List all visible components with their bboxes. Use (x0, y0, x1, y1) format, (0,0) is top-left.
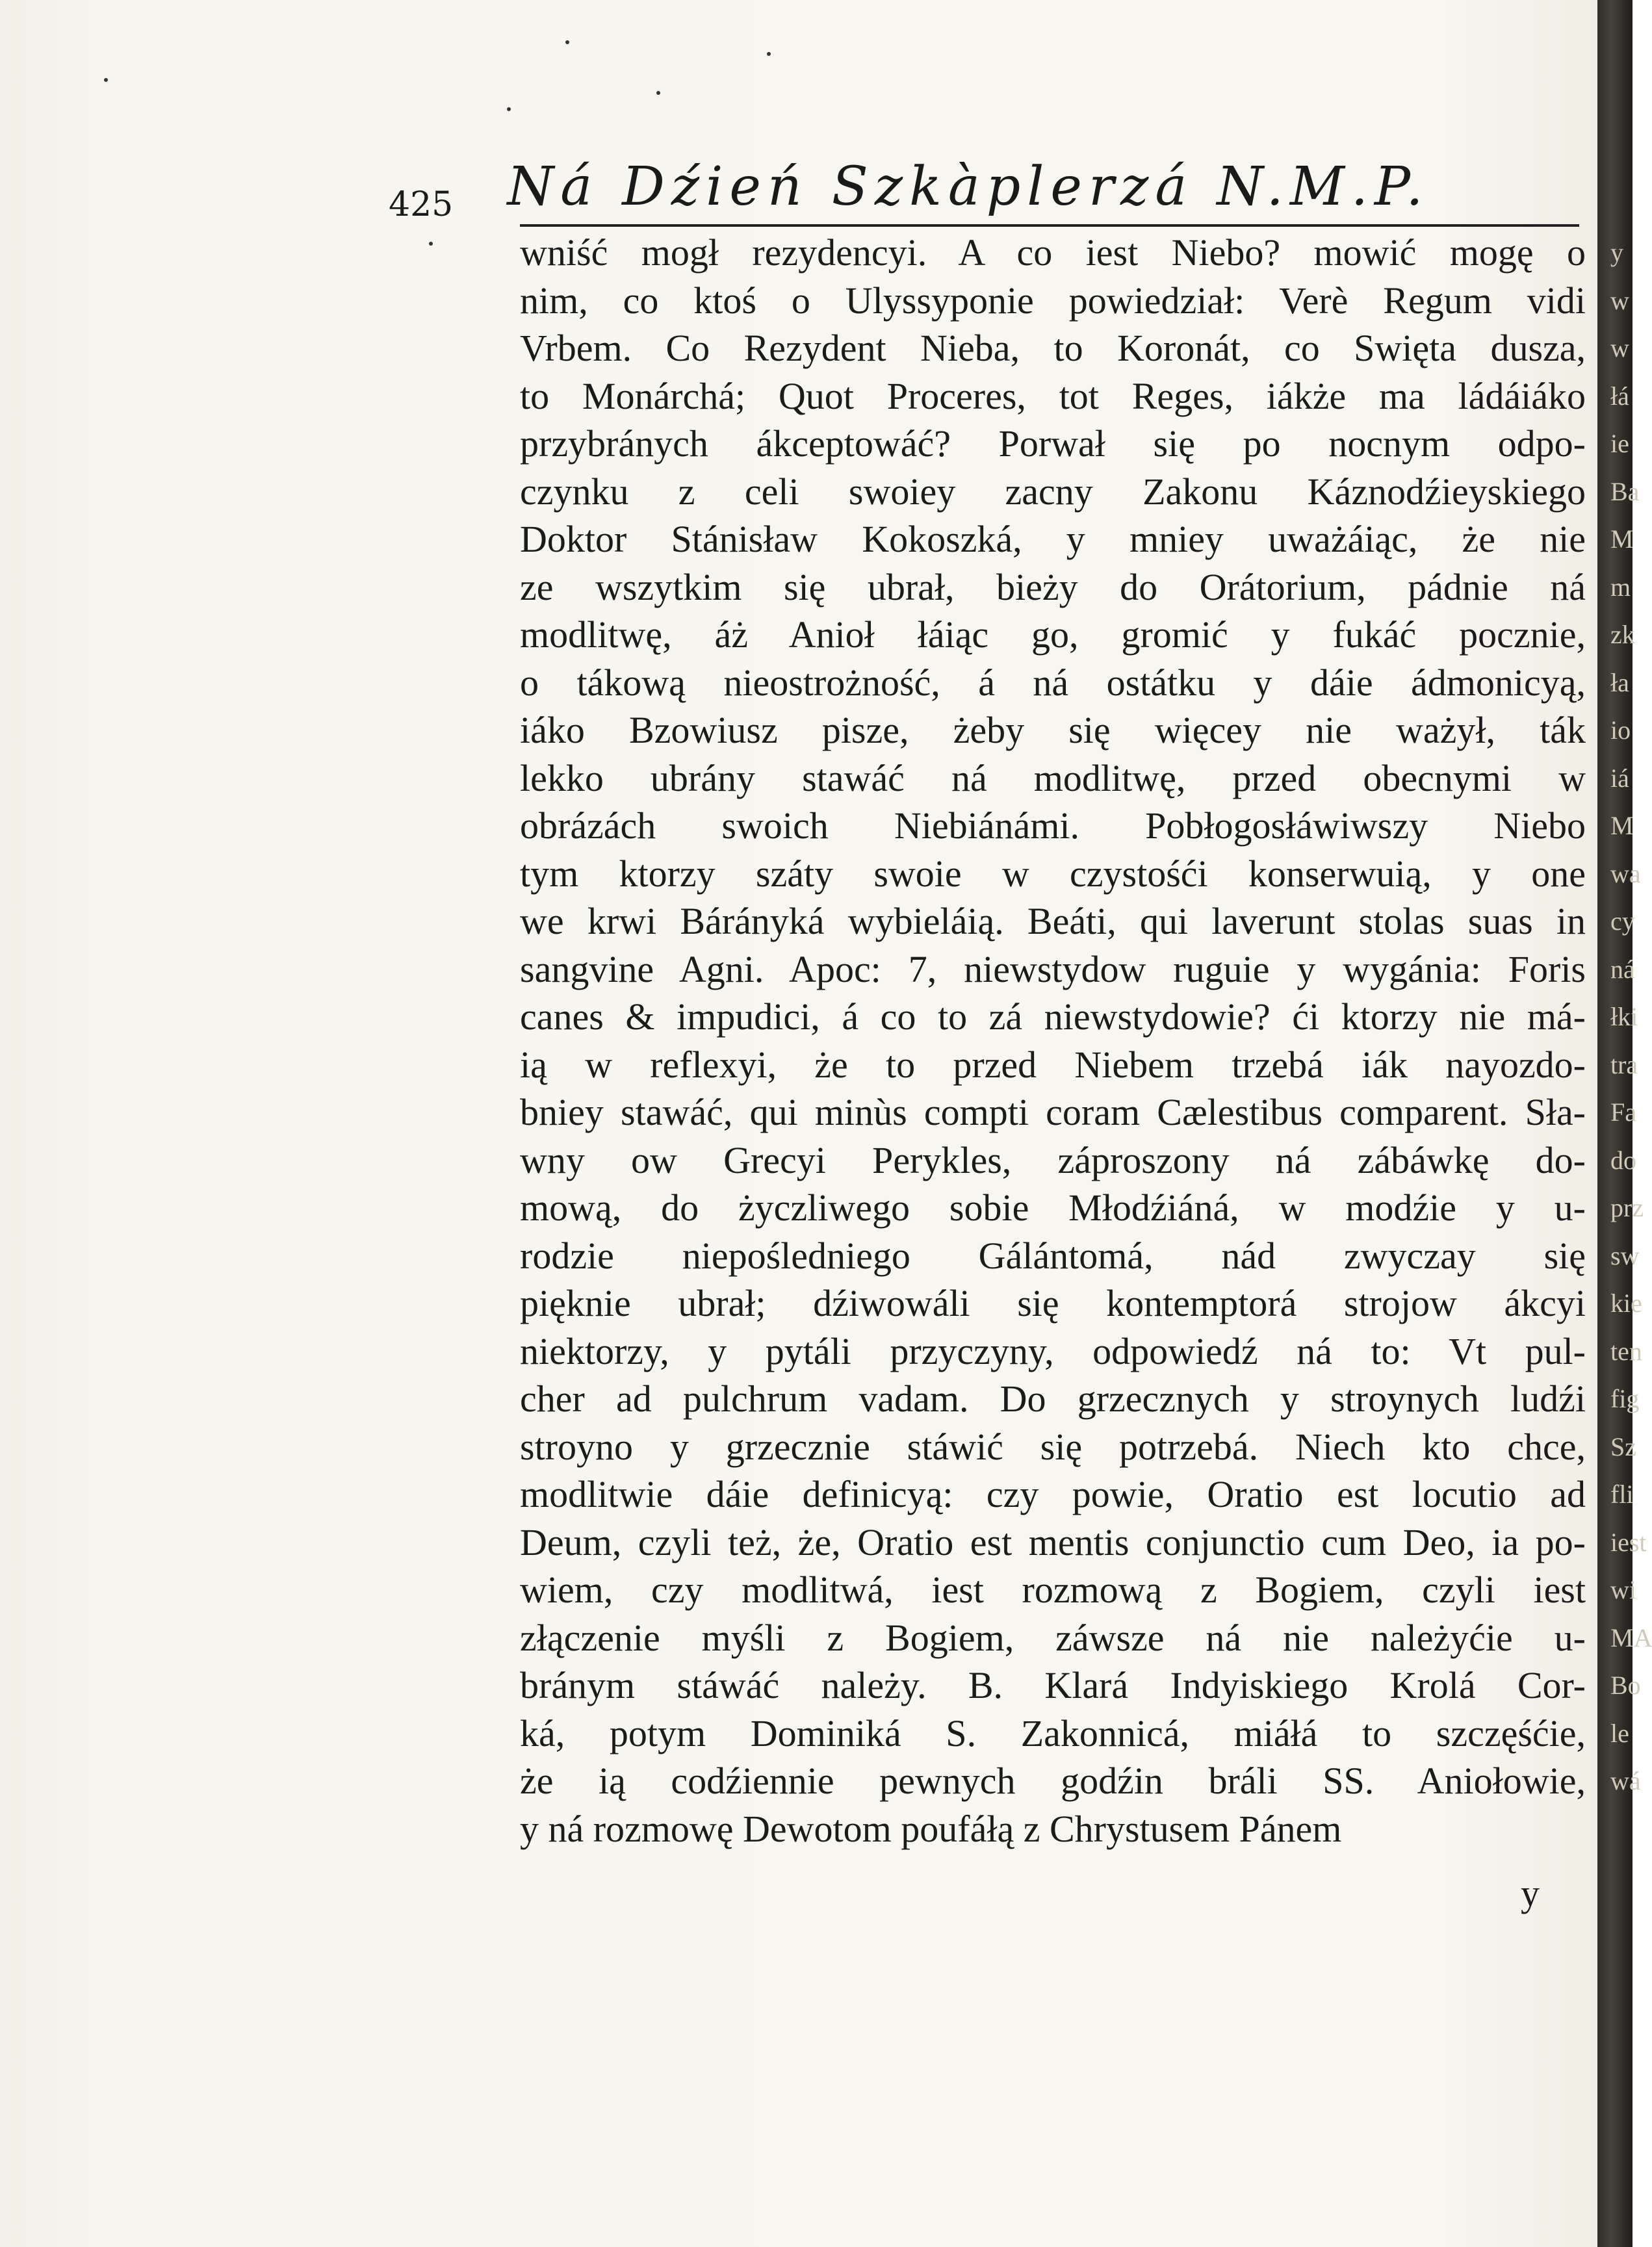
text-line: bránym stáwáć należy. B. Klará Indyiskiego Krolá Cor- (520, 1664, 1586, 1706)
text-line: we krwi Bárányká wybieláią. Beáti, qui laverunt stolas suas in (520, 900, 1586, 942)
facing-page-fragments (1610, 229, 1652, 1805)
text-line: wny ow Grecyi Perykles, záproszony ná zábáwkę do- (520, 1138, 1586, 1181)
text-line: Doktor Stánisław Kokoszká, y mniey uważáiąc, że nie (520, 518, 1586, 560)
text-line: canes & impudici, á co to zá niewstydowie? ći ktorzy nie má- (520, 995, 1586, 1038)
text-line: wniść mogł rezydencyi. A co iest Niebo? mowić mogę o (520, 231, 1586, 274)
facing-fragment: wa (1610, 858, 1641, 888)
text-line: Vrbem. Co Rezydent Nieba, to Koronát, co Swięta dusza, (520, 327, 1586, 369)
facing-fragment: Sz (1610, 1432, 1636, 1461)
text-line: czynku z celi swoiey zacny Zakonu Káznodźieyskiego (520, 470, 1586, 513)
facing-fragment: io (1610, 715, 1631, 745)
facing-fragment: do (1610, 1145, 1636, 1175)
facing-fragment: Bo (1610, 1671, 1641, 1700)
facing-fragment: kie (1610, 1289, 1642, 1318)
text-line: wiem, czy modlitwá, iest rozmową z Bogiem, czyli iest (520, 1569, 1586, 1611)
ink-speck (104, 78, 108, 82)
text-line: niektorzy, y pytáli przyczyny, odpowiedź ná to: Vt pul- (520, 1329, 1586, 1372)
ink-speck (565, 40, 569, 44)
text-line: bniey stawáć, qui minùs compti coram Cælestibus comparent. Sła- (520, 1091, 1586, 1133)
facing-fragment: w (1610, 285, 1629, 315)
text-line: modlitwę, áż Anioł łáiąc go, gromić y fukáć pocznie, (520, 613, 1586, 656)
facing-fragment: iá (1610, 763, 1629, 793)
facing-fragment: ná (1610, 954, 1635, 984)
text-line: o tákową nieostrożność, á ná ostátku y dáie ádmonicyą, (520, 661, 1586, 704)
text-line: że ią codźiennie pewnych godźin bráli SS. Aniołowie, (520, 1760, 1586, 1802)
text-line: sangvine Agni. Apoc: 7, niewstydow ruguie y wygánia: Foris (520, 947, 1586, 990)
facing-fragment: prz (1610, 1193, 1644, 1222)
header-rule (520, 224, 1579, 227)
facing-fragment: sw (1610, 1240, 1640, 1270)
text-line: rodzie niepośledniego Gálántomá, nád zwyczay się (520, 1234, 1586, 1277)
facing-fragment: tra (1610, 1049, 1638, 1079)
ink-speck (767, 52, 771, 56)
facing-fragment: Fa (1610, 1098, 1636, 1127)
facing-fragment: w (1610, 333, 1629, 363)
facing-fragment: wi (1610, 1575, 1636, 1604)
facing-fragment: m (1610, 572, 1631, 602)
text-line: modlitwie dáie definicyą: czy powie, Oratio est locutio ad (520, 1473, 1586, 1515)
text-line: y ná rozmowę Dewotom poufáłą z Chrystusem Pánem (520, 1807, 1342, 1850)
running-title: Ná Dźień Szkàplerzá N.M.P. (507, 156, 1430, 218)
text-line: przybránych ákceptowáć? Porwał się po nocnym odpo- (520, 422, 1586, 465)
facing-fragment: wá (1610, 1766, 1641, 1795)
ink-speck (429, 242, 433, 246)
text-line: ká, potym Dominiká S. Zakonnicá, miáłá to szczęśćie, (520, 1712, 1586, 1754)
facing-fragment: le (1610, 1718, 1629, 1748)
text-line: ią w reflexyi, że to przed Niebem trzebá iák nayozdo- (520, 1043, 1586, 1086)
facing-fragment: Ba (1610, 476, 1640, 506)
page-number: 425 (389, 185, 454, 224)
body-text (520, 229, 1586, 1853)
facing-fragment: łki (1610, 1002, 1638, 1031)
ink-speck (656, 91, 660, 95)
facing-fragment: MA (1610, 1623, 1652, 1652)
facing-fragment: ła (1610, 667, 1629, 697)
text-line: to Monárchá; Quot Proceres, tot Reges, iákże ma ládáiáko (520, 374, 1586, 417)
text-line: złączenie myśli z Bogiem, záwsze ná nie należyćie u- (520, 1616, 1586, 1659)
facing-fragment: zk (1610, 620, 1635, 649)
text-line: nim, co ktoś o Ulyssyponie powiedział: Verè Regum vidi (520, 279, 1586, 322)
facing-fragment: cy (1610, 906, 1635, 936)
facing-fragment: M (1610, 524, 1634, 554)
text-line: cher ad pulchrum vadam. Do grzecznych y stroynych ludźi (520, 1378, 1586, 1420)
ink-speck (507, 107, 511, 111)
facing-fragment: fli (1610, 1480, 1634, 1509)
text-line: ze wszytkim się ubrał, bieży do Orátorium, pádnie ná (520, 565, 1586, 608)
text-line: Deum, czyli też, że, Oratio est mentis conjunctio cum Deo, ia po- (520, 1521, 1586, 1563)
text-line: stroyno y grzecznie stáwić się potrzebá. Niech kto chce, (520, 1425, 1586, 1468)
catchword: y (1521, 1872, 1540, 1914)
facing-fragment: ten (1610, 1336, 1642, 1366)
text-line: iáko Bzowiusz pisze, żeby się więcey nie ważył, ták (520, 709, 1586, 751)
text-line: obrázách swoich Niebiánámi. Pobłogosłáwiwszy Niebo (520, 804, 1586, 847)
facing-fragment: łá (1610, 381, 1629, 411)
facing-fragment: y (1610, 238, 1623, 267)
text-line: pięknie ubrał; dźiwowáli się kontemptorá strojow ákcyi (520, 1282, 1586, 1324)
text-line: mową, do życzliwego sobie Młodźiáná, w modźie y u- (520, 1187, 1586, 1229)
facing-fragment: fig (1610, 1384, 1640, 1413)
facing-fragment: M (1610, 811, 1634, 840)
facing-fragment: iest (1610, 1527, 1647, 1557)
text-line: tym ktorzy száty swoie w czystośći konserwuią, y one (520, 852, 1586, 895)
facing-fragment: ie (1610, 429, 1629, 458)
text-line: lekko ubrány stawáć ná modlitwę, przed obecnymi w (520, 756, 1586, 799)
